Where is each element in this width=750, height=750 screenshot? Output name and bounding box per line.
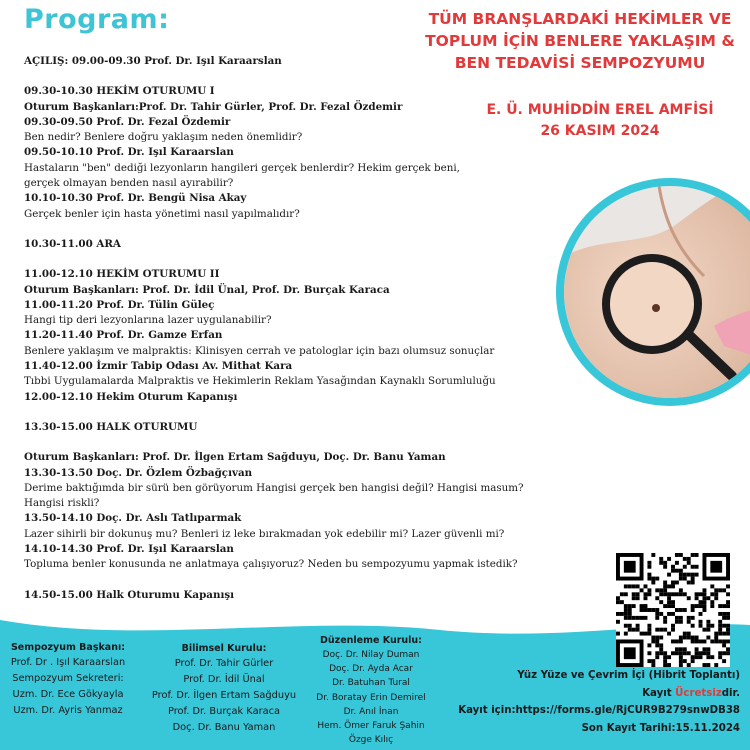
schedule-gap: [24, 69, 584, 84]
fee-prefix: Kayıt: [642, 687, 676, 699]
schedule-heading: 12.00-12.10 Hekim Oturum Kapanışı: [24, 390, 238, 403]
event-title-line-3: BEN TEDAVİSİ SEMPOZYUMU: [454, 54, 706, 72]
event-title-line-2: TOPLUM İÇİN BENLERE YAKLAŞIM &: [425, 32, 735, 50]
fee-free: Ücretsiz: [675, 687, 722, 699]
scientific-heading: Bilimsel Kurulu:: [181, 643, 267, 654]
organizing-committee: [312, 633, 430, 747]
scientific-member: Prof. Dr. Tahir Gürler: [174, 658, 274, 669]
secretary-name: Uzm. Dr. Ayris Yanmaz: [13, 705, 123, 716]
schedule-heading: 11.40-12.00 İzmir Tabip Odası Av. Mithat Kara: [24, 360, 293, 373]
schedule-gap: [24, 222, 584, 237]
registration-info: [430, 667, 740, 737]
schedule-heading: Oturum Başkanları:Prof. Dr. Tahir Gürler, Prof. Dr. Fezal Özdemir: [24, 100, 403, 113]
schedule-description: Hastaların "ben" dediği lezyonların hangileri gerçek benlerdir? Hekim gerçek beni,: [24, 161, 460, 174]
schedule-heading: 11.00-12.10 HEKİM OTURUMU II: [24, 268, 220, 281]
registration-link[interactable]: Kayıt için:https://forms.gle/RjCUR9B279snwDB38: [458, 705, 740, 716]
schedule-description: Topluma benler konusunda ne anlatmaya çalışıyoruz? Neden bu sempozyumu yapmak istedik?: [24, 558, 518, 571]
schedule-heading: Oturum Başkanları: Prof. Dr. İlgen Ertam Sağduyu, Doç. Dr. Banu Yaman: [24, 451, 446, 464]
event-title-line-1: TÜM BRANŞLARDAKİ HEKİMLER VE: [428, 10, 732, 28]
scientific-member: Prof. Dr. Burçak Karaca: [167, 706, 280, 717]
schedule-heading: 11.00-11.20 Prof. Dr. Tülin Güleç: [24, 298, 215, 311]
organizing-member: Özge Kılıç: [348, 735, 394, 746]
schedule-gap: [24, 252, 584, 267]
schedule-description: gerçek olmayan benden nasıl ayırabilir?: [24, 177, 234, 190]
scientific-member: Prof. Dr. İlgen Ertam Sağduyu: [151, 690, 297, 701]
schedule-description: Ben nedir? Benlere doğru yaklaşım neden önemlidir?: [24, 131, 303, 144]
president-committee: [8, 640, 128, 719]
organizing-member: Doç. Dr. Ayda Acar: [329, 664, 413, 675]
schedule-heading: 10.10-10.30 Prof. Dr. Bengü Nisa Akay: [24, 192, 247, 205]
program-title: Program:: [24, 4, 170, 35]
scientific-committee: [146, 641, 302, 736]
schedule-heading: 11.20-11.40 Prof. Dr. Gamze Erfan: [24, 329, 223, 342]
venue-name: E. Ü. MUHİDDİN EREL AMFİSİ: [486, 102, 714, 118]
schedule-heading: 09.30-09.50 Prof. Dr. Fezal Özdemir: [24, 115, 231, 128]
secretary-name: Uzm. Dr. Ece Gökyayla: [12, 689, 124, 700]
schedule-list: [24, 54, 584, 603]
schedule-heading: Oturum Başkanları: Prof. Dr. İdil Ünal, Prof. Dr. Burçak Karaca: [24, 283, 390, 296]
schedule-description: Hangi tip deri lezyonlarına lazer uygulanabilir?: [24, 314, 272, 327]
scientific-member: Prof. Dr. İdil Ünal: [183, 674, 265, 685]
fee-suffix: dir.: [721, 687, 740, 699]
secretary-heading: Sempozyum Sekreteri:: [12, 673, 124, 684]
schedule-description: Tıbbi Uygulamalarda Malpraktis ve Hekimlerin Reklam Yasağından Kaynaklı Sorumluluğu: [24, 375, 496, 388]
qr-code-icon[interactable]: [616, 553, 730, 667]
schedule-gap: [24, 435, 584, 450]
schedule-description: Gerçek benler için hasta yönetimi nasıl yapılmalıdır?: [24, 207, 300, 220]
organizing-member: Hem. Ömer Faruk Şahin: [317, 721, 425, 732]
schedule-heading: 13.50-14.10 Doç. Dr. Aslı Tatlıparmak: [24, 512, 242, 525]
organizing-member: Dr. Boratay Erin Demirel: [316, 692, 426, 703]
registration-deadline: Son Kayıt Tarihi:15.11.2024: [581, 722, 740, 734]
registration-fee: [430, 685, 740, 703]
schedule-description: Derime baktığımda bir sürü ben görüyorum Hangisi gerçek ben hangisi değil? Hangisi masum?: [24, 481, 524, 494]
president-heading: Sempozyum Başkanı:: [10, 642, 126, 653]
schedule-description: Lazer sihirli bir dokunuş mu? Benleri iz leke bırakmadan yok edebilir mi? Lazer güvenli mi?: [24, 527, 505, 540]
schedule-heading: 10.30-11.00 ARA: [24, 237, 121, 250]
schedule-heading: AÇILIŞ: 09.00-09.30 Prof. Dr. Işıl Karaarslan: [24, 55, 282, 67]
schedule-heading: 09.30-10.30 HEKİM OTURUMU I: [24, 85, 215, 98]
organizing-member: Dr. Anıl İnan: [343, 706, 399, 717]
schedule-heading: 14.10-14.30 Prof. Dr. Işıl Karaarslan: [24, 543, 234, 556]
schedule-gap: [24, 405, 584, 420]
organizing-member: Dr. Batuhan Tural: [332, 678, 410, 689]
schedule-heading: 09.50-10.10 Prof. Dr. Işıl Karaarslan: [24, 146, 234, 159]
president-name: Prof. Dr . Işıl Karaarslan: [10, 657, 126, 668]
schedule-description: Benlere yaklaşım ve malpraktis: Klinisyen cerrah ve patologlar için bazı olumsuz sonuçlar: [24, 344, 495, 357]
schedule-gap: [24, 573, 584, 588]
organizing-member: Doç. Dr. Nilay Duman: [322, 650, 420, 660]
schedule-description: Hangisi riskli?: [24, 497, 100, 510]
event-date: 26 KASIM 2024: [540, 123, 660, 139]
schedule-heading: 13.30-15.00 HALK OTURUMU: [24, 420, 198, 433]
organizing-heading: Düzenleme Kurulu:: [320, 635, 422, 646]
meeting-format: Yüz Yüze ve Çevrim İçi (Hibrit Toplantı): [517, 670, 740, 681]
schedule-heading: 14.50-15.00 Halk Oturumu Kapanışı: [24, 588, 235, 601]
schedule-heading: 13.30-13.50 Doç. Dr. Özlem Özbağçıvan: [24, 466, 253, 479]
scientific-member: Doç. Dr. Banu Yaman: [172, 722, 276, 733]
